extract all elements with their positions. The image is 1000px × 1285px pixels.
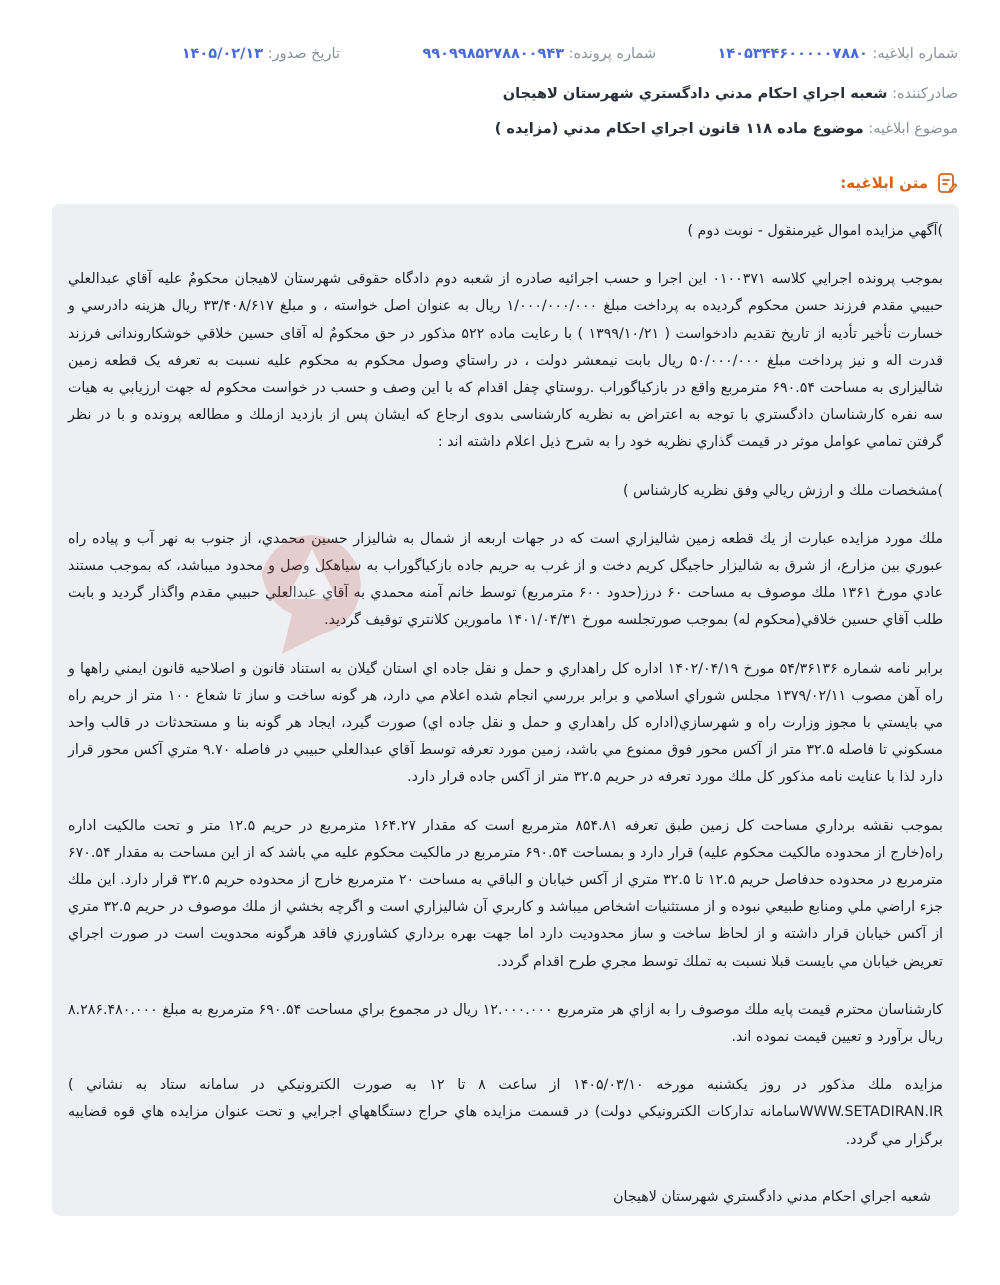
signature: شعبه اجراي احكام مدني دادگستري شهرستان لاهيجان [613,1188,931,1205]
section-title [840,172,958,194]
issuer-row [503,86,958,102]
issuer-value: شعبه اجراي احكام مدني دادگستري شهرستان لاهيجان [502,86,888,102]
notice-number [717,46,958,62]
subject-label: موضوع ابلاغيه: [868,121,958,137]
subject-value: موضوع ماده ۱۱۸ قانون اجراي احكام مدني (مزايده ) [494,121,864,137]
case-number-label: شماره پرونده: [568,46,656,62]
document-edit-icon [936,172,958,194]
paragraph-3: برابر نامه شماره ۵۴/۳۶۱۳۶ مورخ ۱۴۰۲/۰۴/۱۹ اداره كل راهداري و حمل و نقل جاده اي استان گيلان به استناد قانون و اصلاحيه قانون ايمني راهها و راه آهن مصوب ۱۳۷۹/۰۲/۱۱ مجلس شوراي اسلامي و برابر بررسي انجام شده اعلام مي دارد، هر گونه ساخت و ساز تا شعاع ۱۰۰ متر از حريم راه مي بايستي با مجوز وزارت راه و شهرسازي(اداره كل راهداري و حمل و نقل جاده اي) صورت گيرد، ايجاد هر گونه بنا و مستحدثات در قالب واحد مسكوني تا فاصله ۳۲.۵ متر از آكس محور فوق ممنوع مي باشد، زمين مورد تعرفه توسط آقاي عبدالعلي حبيبي در فاصله ۹.۷۰ متري آكس محور قرار دارد لذا با عنايت نامه مذكور كل ملك مورد تعرفه در حريم ۳۲.۵ متر از آكس جاده قرار دارد. [68,660,943,786]
case-number [422,46,656,62]
notice-body-card [52,204,959,1216]
paragraph-2: ملك مورد مزايده عبارت از يك قطعه زمين شاليزاري است كه در جهات اربعه از شمال به شاليزار حسين محمدي، از جنوب به نهر آب و پياده راه عبوري بين مزارع، از شرق به شاليزار حاجيگل كريم دخت و از غرب به حريم جاده بازكياگوراب به سياهكل وصل و محدود ميباشد، كه بموجب مستند عادي مورخ ۱۳۶۱ ملك موصوف به مساحت ۶۰ درز(حدود ۶۰۰ مترمربع) توسط خانم آمنه محمدي به آقاي عبدالعلي حبيبي مقدم واگذار گرديد و بابت طلب آقاي حسين خلاقي(محكوم له) بموجب صورتجلسه مورخ ۱۴۰۱/۰۴/۳۱ مامورين كلانتري توقيف گرديد. [68,530,944,629]
issue-date-label: تاريخ صدور: [267,46,340,62]
notice-heading: )آگهي مزايده اموال غيرمنقول - نوبت دوم ) [687,223,943,239]
paragraph-4: بموجب نقشه برداري مساحت كل زمين طبق تعرفه ۸۵۴.۸۱ مترمربع است كه مقدار ۱۶۴.۲۷ مترمربع در حريم ۱۲.۵ متر و تحت مالكيت اداره راه(خارج از محدوده مالكيت محكوم عليه) قرار دارد و بمساحت ۶۹۰.۵۴ مترمربع در مالكيت محكوم عليه مي باشد كه از اين مساحت به مقدار ۶۷۰.۵۴ مترمربع در محدوده حدفاصل حريم ۱۲.۵ تا ۳۲.۵ متري از آكس خيابان و الباقي به مساحت ۲۰ مترمربع خارج از محدوده حريم ۳۲.۵ قرار دارد. اين ملك جزء اراضي ملي ومنابع طبيعي نبوده و از مستثنيات اشخاص ميباشد و كاربري آن شاليزاري است و اگرچه بخشي از ملك موصوف در حريم ۳۲.۵ متري از آكس خيابان قرار داشته و از لحاظ ساخت و ساز محدوديت دارد اما جهت بهره برداري كشاورزي فاقد هرگونه محدويت است در صورت اجراي تعريض خيابان مي بايست قبلا نسبت به تملك توسط مجري طرح اقدام گردد. [68,817,944,970]
issuer-label: صادرکننده: [892,86,958,102]
subject-row [495,121,958,137]
section-title-text: متن ابلاغيه: [840,174,928,192]
paragraph-5: كارشناسان محترم قيمت پايه ملك موصوف را به ازاي هر مترمربع ۱۲.۰۰۰.۰۰۰ ريال در مجموع براي مساحت ۶۹۰.۵۴ مترمربع به مبلغ ۸.۲۸۶.۴۸۰.۰۰۰ ريال برآورد و تعيين قيمت نموده اند. [68,1001,943,1046]
header-row-1 [38,46,958,68]
issue-date [182,46,340,62]
case-number-value: ۹۹۰۹۹۸۵۲۷۸۸۰۰۹۴۳ [422,46,565,62]
notice-number-value: ۱۴۰۵۳۴۴۶۰۰۰۰۰۷۸۸۰ [717,46,868,62]
paragraph-6: مزايده ملك مذكور در روز يكشنبه مورخه ۱۴۰۵/۰۳/۱۰ از ساعت ۸ تا ۱۲ به صورت الكترونيكي در سامانه ستاد به نشاني ) WWW.SETADIRAN.IRسامانه تداركات الكترونيكي دولت) در قسمت مزايده هاي حراج دستگاههاي اجرايي و تحت عنوان مزايده هاي قوه قضاييه برگزار مي گردد. [68,1077,944,1148]
notice-body-text [68,218,943,1211]
paragraph-1: بموجب پرونده اجرايي كلاسه ۰۱۰۰۳۷۱ اين اجرا و حسب اجرائيه صادره از شعبه دوم دادگاه حقوقی شهرستان لاهيجان محكومٌ عليه آقاي عبدالعلي حبيبي مقدم فرزند حسن محكوم گرديده به پرداخت مبلغ ۱/۰۰۰/۰۰۰/۰۰۰ ريال به عنوان اصل خواسته ، و مبلغ ۳۳/۴۰۸/۶۱۷ ريال هزينه دادرسي و خسارت تأخير تأديه از تاريخ تقديم دادخواست ( ۱۳۹۹/۱۰/۲۱ ) با رعايت ماده ۵۲۲ مذكور در حق محكومٌ له آقای حسين خلاقي خوشكاروندانی فرزند قدرت اله و نيز پرداخت مبلغ ۵۰/۰۰۰/۰۰۰ ريال بابت نيمعشر دولت ، در راستاي وصول محكوم به محكوم عليه نسبت به تعرفه يک قطعه زمين شاليزاری به مساحت ۶۹۰.۵۴ مترمربع واقع در بازكياگوراب .روستاي چفل اقدام كه با اين وصف و حسب در خواست محكوم له جهت ارزيابي به هيات سه نفره كارشناسان دادگستري با توجه به اعتراض به نظريه كارشناسی بدوی ارجاع كه ايشان پس از بازديد ازملك و مطالعه پرونده و با در نظر گرفتن تمامي عوامل موثر در قيمت گذاري نظريه خود را به شرح ذيل اعلام داشته اند : [68,271,944,451]
issue-date-value: ۱۴۰۵/۰۲/۱۳ [181,46,264,62]
notice-number-label: شماره ابلاغيه: [872,46,958,62]
notice-subheading: )مشخصات ملك و ارزش ريالي وفق نظريه كارشناس ) [622,482,943,499]
